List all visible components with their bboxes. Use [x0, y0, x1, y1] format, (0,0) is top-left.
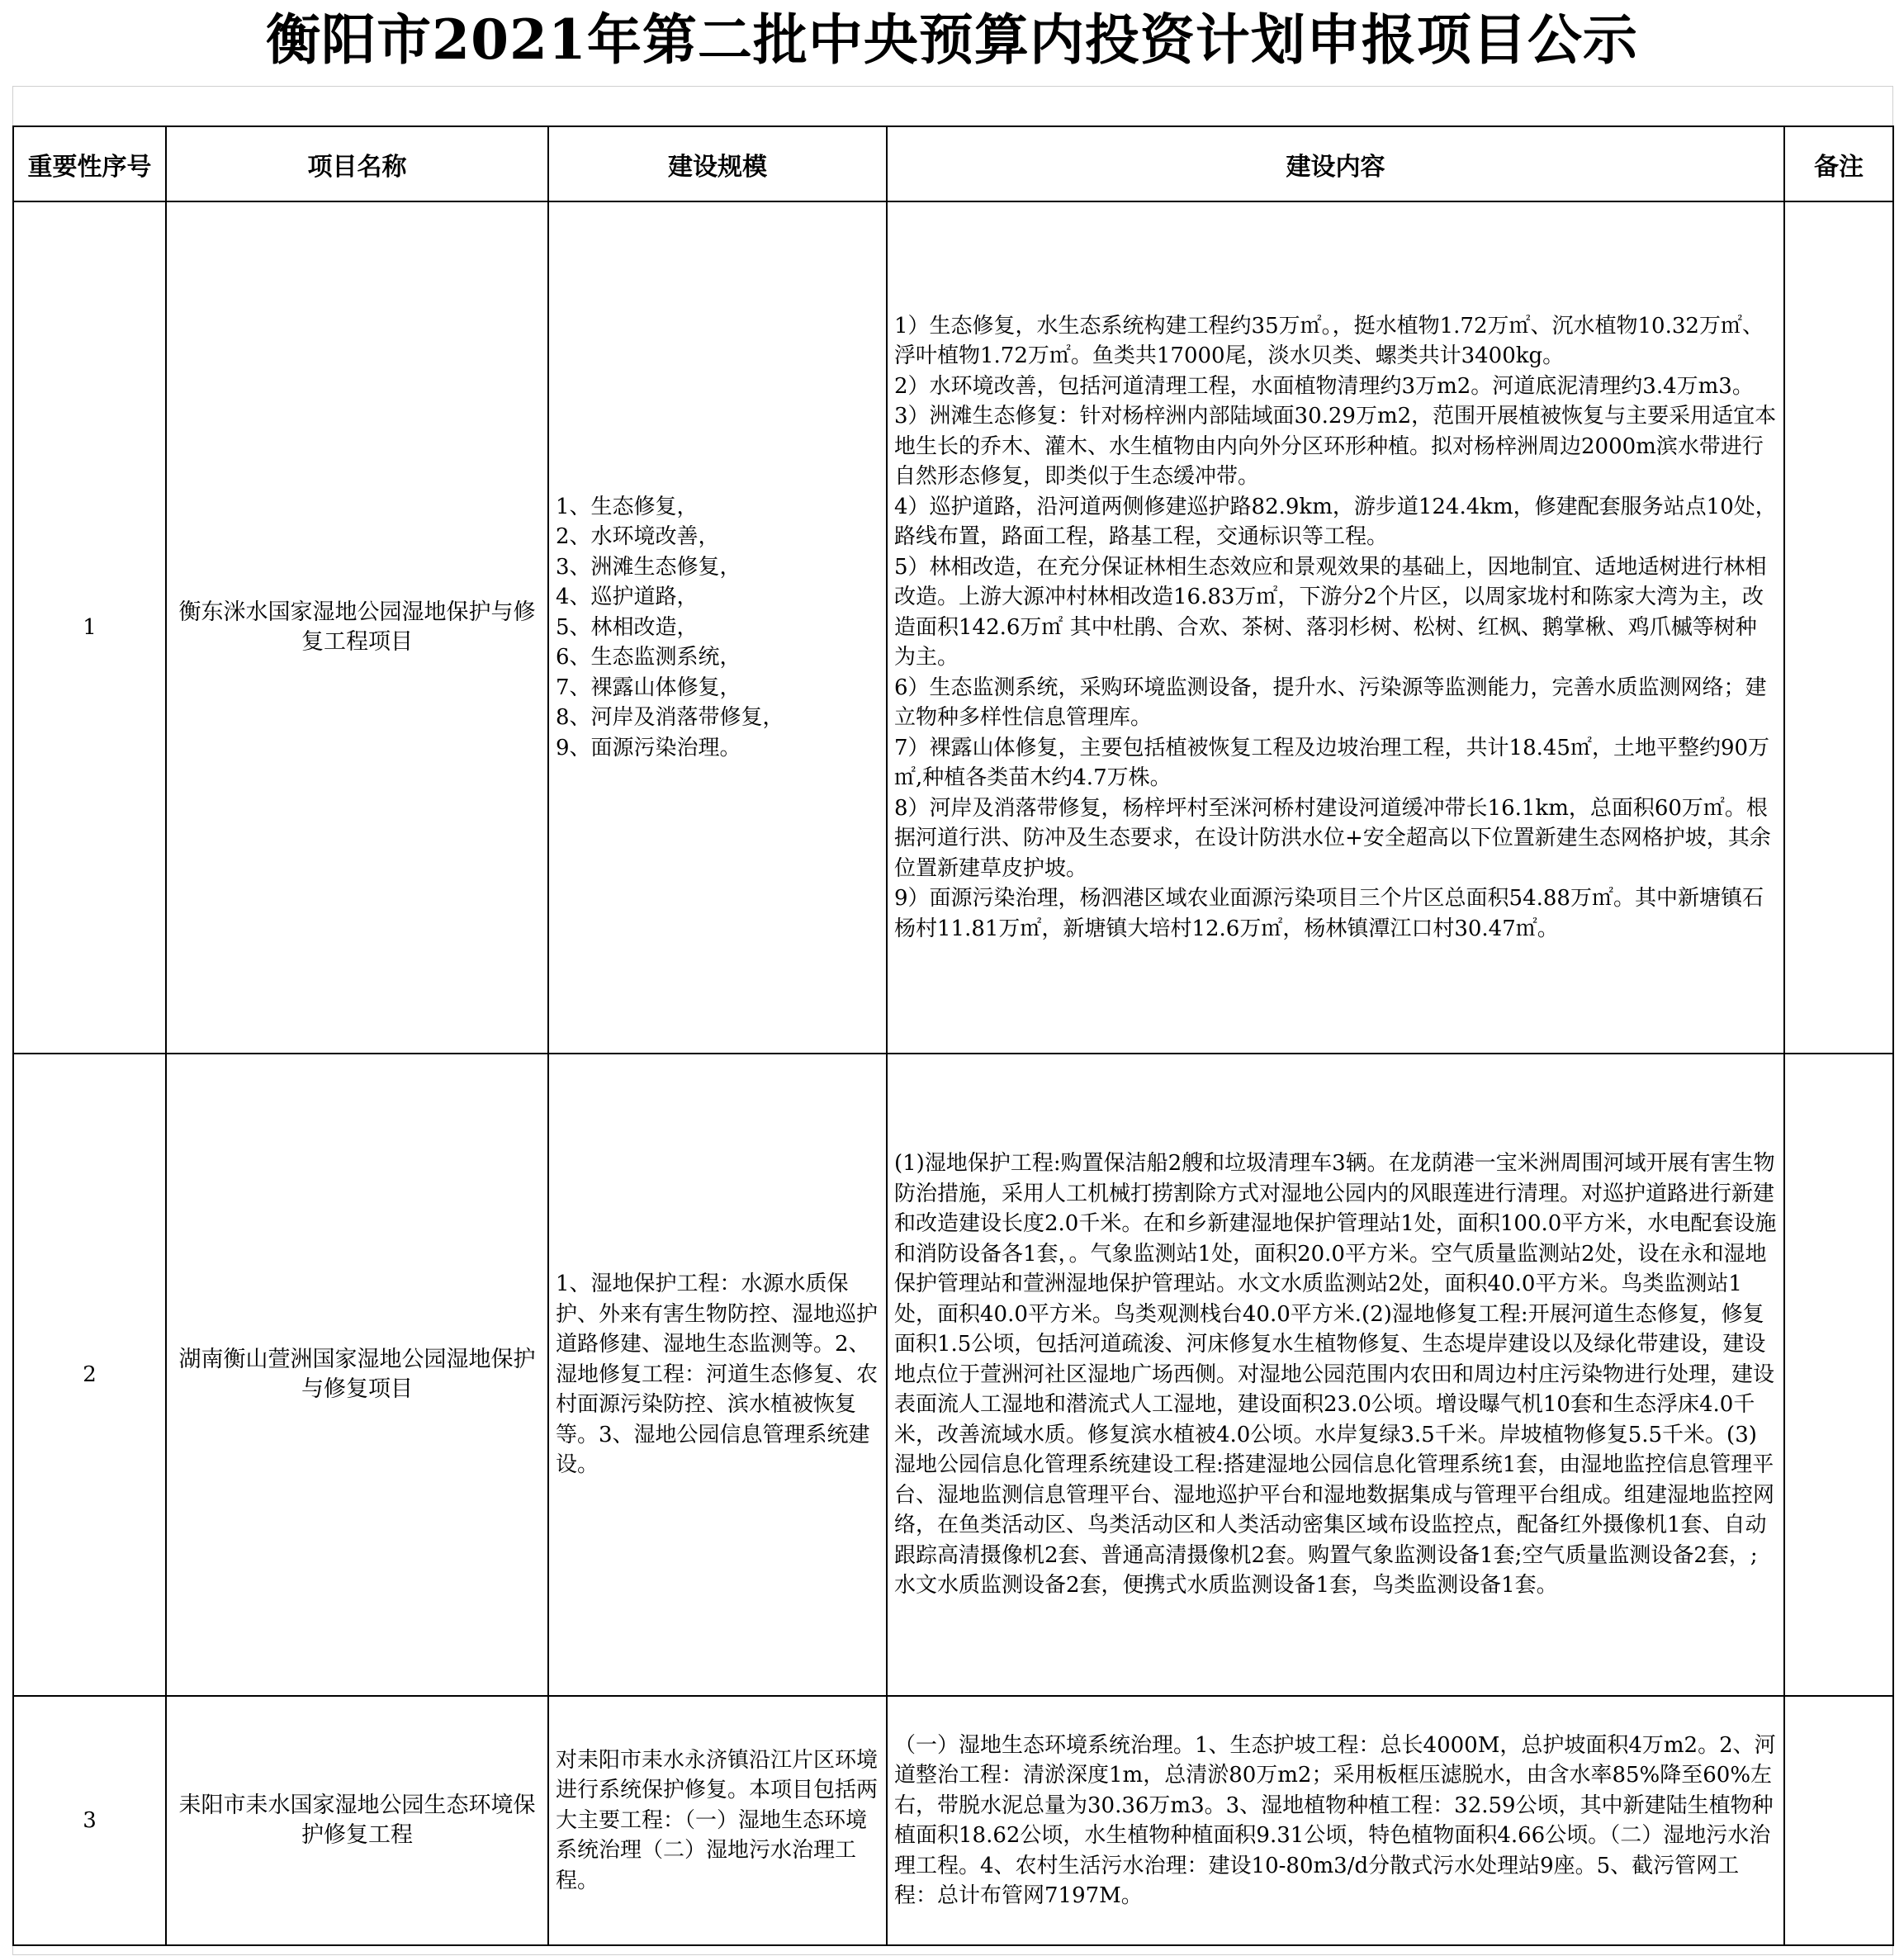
scale-line: 3、洲滩生态修复，: [556, 554, 741, 580]
scale-line: 9、面源污染治理。: [556, 735, 741, 760]
row-project-name: 衡东洣水国家湿地公园湿地保护与修复工程项目: [166, 201, 548, 1054]
content-paragraph: 1）生态修复，水生态系统构建工程约35万㎡。，挺水植物1.72万㎡、沉水植物10.32万㎡、浮叶植物1.72万㎡。鱼类共17000尾，淡水贝类、螺类共计3400kg。: [894, 313, 1764, 369]
row-content: [887, 201, 1784, 1054]
content-paragraph: 7）裸露山体修复，主要包括植被恢复工程及边坡治理工程，共计18.45㎡，土地平整约90万㎡,种植各类苗木约4.7万株。: [894, 735, 1770, 791]
scale-line: 8、河岸及消落带修复，: [556, 705, 784, 731]
content-paragraph: 4）巡护道路，沿河道两侧修建巡护路82.9km，游步道124.4km，修建配套服务站点10处，路线布置，路面工程，路基工程，交通标识等工程。: [894, 494, 1777, 550]
scale-line: 5、林相改造，: [556, 614, 699, 640]
row-scale: [548, 1696, 887, 1945]
content-paragraph: 6）生态监测系统，采购环境监测设备，提升水、污染源等监测能力，完善水质监测网络；建立物种多样性信息管理库。: [894, 675, 1767, 731]
scale-line: 6、生态监测系统，: [556, 645, 741, 670]
row-scale: [548, 201, 887, 1054]
table-row: [13, 1054, 1893, 1696]
content-paragraph: 8）河岸及消落带修复，杨梓坪村至洣河桥村建设河道缓冲带长16.1km，总面积60万㎡。根据河道行洪、防冲及生态要求，在设计防洪水位+安全超高以下位置新建生态网格护坡，其余位置新建草皮护坡。: [894, 795, 1771, 881]
scale-line: 4、巡护道路，: [556, 585, 699, 610]
header-scale: 建设规模: [548, 126, 887, 201]
row-seq: 2: [13, 1054, 166, 1696]
row-content: [887, 1054, 1784, 1696]
content-paragraph: 5）林相改造，在充分保证林相生态效应和景观效果的基础上，因地制宜、适地适树进行林相改造。上游大源冲村林相改造16.83万㎡，下游分2个片区，以周家垅村和陈家大湾为主，改造面积142.6万㎡ 其中杜鹃、合欢、茶树、落羽杉树、松树、红枫、鹅掌楸、鸡爪槭等树种为主。: [894, 554, 1767, 670]
scale-line: 2、水环境改善，: [556, 524, 720, 550]
content-paragraph: （一）湿地生态环境系统治理。1、生态护坡工程：总长4000M，总护坡面积4万m2。2、河道整治工程：清淤深度1m，总清淤80万m2；采用板框压滤脱水，由含水率85%降至60%左右，带脱水泥总量为30.36万m3。3、湿地植物种植工程：32.59公顷，其中新建陆生植物种植面积18.62公顷，水生植物种植面积9.31公顷，特色植物面积4.66公顷。（二）湿地污水治理工程。4、农村生活污水治理：建设10-80m3/d分散式污水处理站9座。5、截污管网工程：总计布管网7197M。: [894, 1732, 1776, 1908]
header-content: 建设内容: [887, 126, 1784, 201]
content-paragraph: 3）洲滩生态修复：针对杨梓洲内部陆域面30.29万m2，范围开展植被恢复与主要采用适宜本地生长的乔木、灌木、水生植物由内向外分区环形种植。拟对杨梓洲周边2000m滨水带进行自然形态修复，即类似于生态缓冲带。: [894, 404, 1777, 490]
header-remark: 备注: [1784, 126, 1893, 201]
project-table: [12, 126, 1894, 1946]
scale-line: 1、湿地保护工程：水源水质保护、外来有害生物防控、湿地巡护道路修建、湿地生态监测等。2、湿地修复工程：河道生态修复、农村面源污染防控、滨水植被恢复等。3、湿地公园信息管理系统建设。: [556, 1272, 879, 1478]
content-paragraph: 2）水环境改善，包括河道清理工程，水面植物清理约3万m2。河道底泥清理约3.4万m3。: [894, 373, 1754, 399]
header-name: 项目名称: [166, 126, 548, 201]
scale-line: 对耒阳市耒水永济镇沿江片区环境进行系统保护修复。本项目包括两大主要工程：（一）湿地生态环境系统治理（二）湿地污水治理工程。: [556, 1747, 879, 1893]
scale-line: 7、裸露山体修复，: [556, 675, 741, 700]
header-row: [13, 126, 1893, 201]
header-seq: 重要性序号: [13, 126, 166, 201]
row-remark: [1784, 1696, 1893, 1945]
content-paragraph: (1)湿地保护工程:购置保洁船2艘和垃圾清理车3辆。在龙荫港一宝米洲周围河域开展有害生物防治措施，采用人工机械打捞割除方式对湿地公园内的风眼莲进行清理。对巡护道路进行新建和改造建设长度2.0千米。在和乡新建湿地保护管理站1处，面积100.0平方米，水电配套设施和消防设备各1套，。气象监测站1处，面积20.0平方米。空气质量监测站2处，设在永和湿地保护管理站和萱洲湿地保护管理站。水文水质监测站2处，面积40.0平方米。鸟类监测站1处，面积40.0平方米。鸟类观测栈台40.0平方米.(2)湿地修复工程:开展河道生态修复，修复面积1.5公顷，包括河道疏浚、河床修复水生植物修复、生态堤岸建设以及绿化带建设，建设地点位于萱洲河社区湿地广场西侧。对湿地公园范围内农田和周边村庄污染物进行处理，建设表面流人工湿地和潜流式人工湿地，建设面积23.0公顷。增设曝气机10套和生态浮床4.0千米，改善流域水质。修复滨水植被4.0公顷。水岸复绿3.5千米。岸坡植物修复5.5千米。(3)湿地公园信息化管理系统建设工程:搭建湿地公园信息化管理系统1套，由湿地监控信息管理平台、湿地监测信息管理平台、湿地巡护平台和湿地数据集成与管理平台组成。组建湿地监控网络，在鱼类活动区、鸟类活动区和人类活动密集区域布设监控点，配备红外摄像机1套、自动跟踪高清摄像机2套、普通高清摄像机2套。购置气象监测设备1套;空气质量监测设备2套，;水文水质监测设备2套，便携式水质监测设备1套，鸟类监测设备1套。: [894, 1151, 1777, 1598]
row-project-name: 耒阳市耒水国家湿地公园生态环境保护修复工程: [166, 1696, 548, 1945]
row-content: [887, 1696, 1784, 1945]
row-scale: [548, 1054, 887, 1696]
content-paragraph: 9）面源污染治理，杨泗港区域农业面源污染项目三个片区总面积54.88万㎡。其中新塘镇石杨村11.81万㎡，新塘镇大培村12.6万㎡，杨林镇潭江口村30.47㎡。: [894, 886, 1764, 941]
row-seq: 1: [13, 201, 166, 1054]
page-title: 衡阳市2021年第二批中央预算内投资计划申报项目公示: [266, 7, 1638, 72]
row-project-name: 湖南衡山萱洲国家湿地公园湿地保护与修复项目: [166, 1054, 548, 1696]
scale-line: 1、生态修复，: [556, 494, 699, 519]
table-row: [13, 1696, 1893, 1945]
row-remark: [1784, 1054, 1893, 1696]
row-seq: 3: [13, 1696, 166, 1945]
row-remark: [1784, 201, 1893, 1054]
table-row: [13, 201, 1893, 1054]
